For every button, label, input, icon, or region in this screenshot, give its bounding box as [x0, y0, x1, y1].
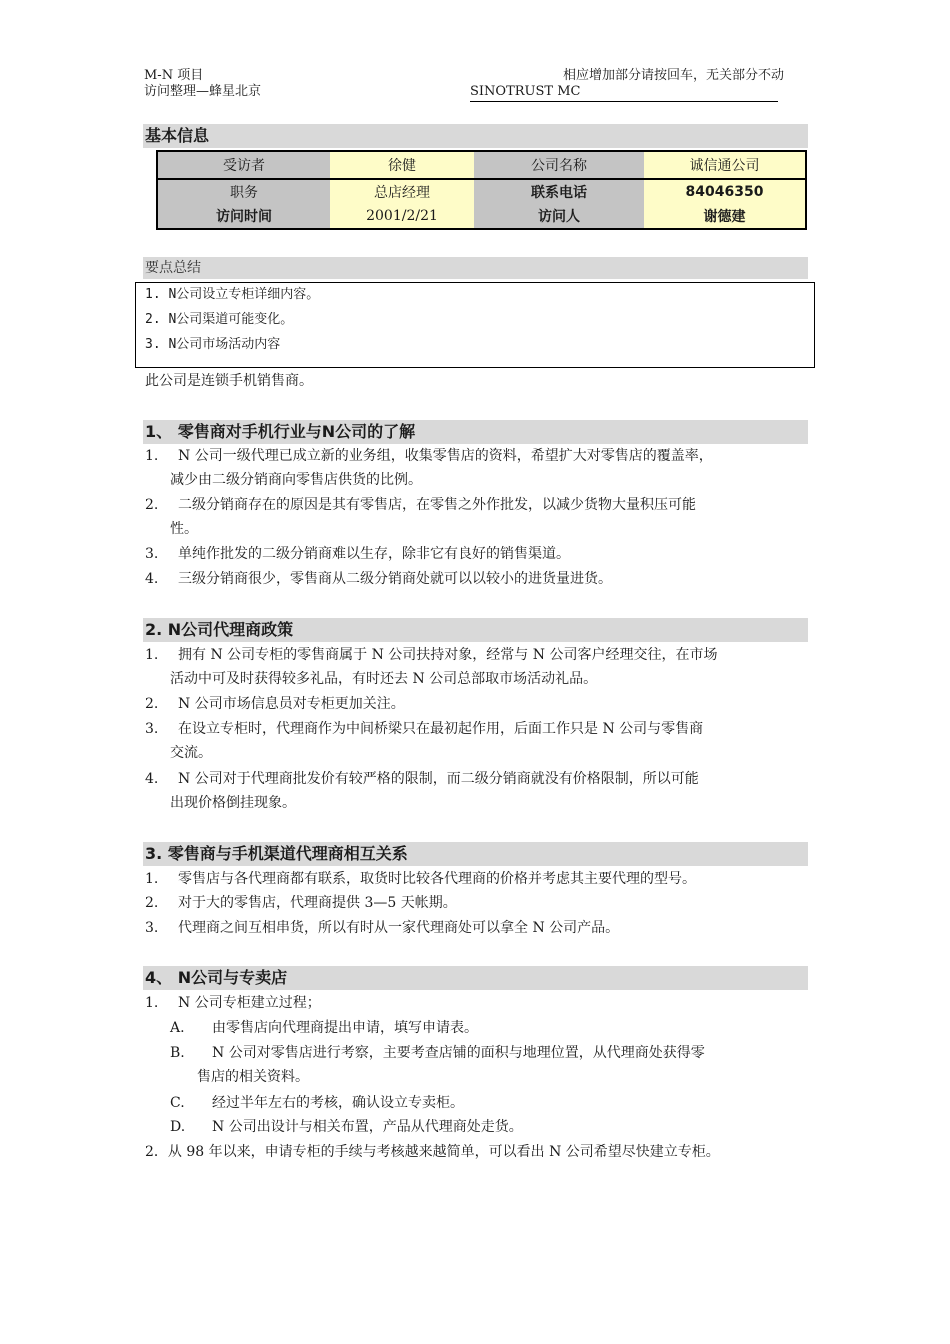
item-number: 1. [145, 448, 159, 464]
info-label-phone: 联系电话 [474, 179, 644, 204]
item-number: 2. [145, 696, 159, 712]
item-text: 二级分销商存在的原因是其有零售店，在零售之外作批发，以减少货物大量积压可能 [178, 497, 696, 513]
subitem-text: 经过半年左右的考核，确认设立专卖柜。 [212, 1095, 464, 1111]
info-value-interviewee: 徐健 [330, 151, 474, 179]
item-text: 活动中可及时获得较多礼品，有时还去 N 公司总部取市场活动礼品。 [170, 671, 598, 687]
info-label-visit-time: 访问时间 [157, 204, 330, 229]
subitem-letter: B. [170, 1045, 185, 1061]
item-number: 3. [145, 546, 159, 562]
subitem-letter: C. [170, 1095, 185, 1111]
item-text: 对于大的零售店，代理商提供 3—5 天帐期。 [178, 895, 457, 911]
subitem-text: N 公司出设计与相关布置，产品从代理商处走货。 [212, 1119, 523, 1135]
basic-info-table [156, 150, 807, 230]
item-text: 单纯作批发的二级分销商难以生存，除非它有良好的销售渠道。 [178, 546, 570, 562]
basic-info-heading: 基本信息 [143, 124, 808, 148]
item-text: N 公司市场信息员对专柜更加关注。 [178, 696, 405, 712]
info-value-company: 诚信通公司 [644, 151, 806, 179]
item-number: 4. [145, 571, 159, 587]
item-text: 交流。 [170, 745, 212, 761]
info-row [157, 204, 806, 229]
item-number: 4. [145, 771, 159, 787]
item-text: 性。 [170, 521, 198, 537]
subitem-letter: D. [170, 1119, 186, 1135]
info-label-interviewee: 受访者 [157, 151, 330, 179]
item-text: 三级分销商很少，零售商从二级分销商处就可以以较小的进货量进货。 [178, 571, 612, 587]
item-text: 出现价格倒挂现象。 [170, 795, 296, 811]
section-2-heading: 2. N公司代理商政策 [143, 618, 808, 642]
header-rule [470, 101, 778, 102]
info-row [157, 179, 806, 204]
header-project: M-N 项目 [144, 68, 204, 83]
item-text: N 公司专柜建立过程； [178, 995, 321, 1011]
item-text: 在设立专柜时，代理商作为中间桥梁只在最初起作用，后面工作只是 N 公司与零售商 [178, 721, 704, 737]
item-number: 1. [145, 647, 159, 663]
info-value-visit-time: 2001/2/21 [330, 204, 474, 229]
header-note: 相应增加部分请按回车，无关部分不动 [563, 68, 785, 83]
item-text: N 公司一级代理已成立新的业务组，收集零售店的资料，希望扩大对零售店的覆盖率， [178, 448, 713, 464]
summary-heading: 要点总结 [143, 257, 808, 279]
section-4-heading: 4、 N公司与专卖店 [143, 966, 808, 990]
info-label-position: 职务 [157, 179, 330, 204]
info-value-phone: 84046350 [644, 179, 806, 204]
section-1-heading: 1、 零售商对手机行业与N公司的了解 [143, 420, 808, 444]
item-text: 2．从 98 年以来，申请专柜的手续与考核越来越简单，可以看出 N 公司希望尽快建立专柜。 [145, 1144, 720, 1160]
item-number: 1. [145, 995, 159, 1011]
item-text: 拥有 N 公司专柜的零售商属于 N 公司扶持对象，经常与 N 公司客户经理交往，在市场 [178, 647, 718, 663]
subitem-text: 由零售店向代理商提出申请，填写申请表。 [212, 1020, 478, 1036]
summary-item: 1. N公司设立专柜详细内容。 [145, 287, 320, 302]
item-number: 2. [145, 895, 159, 911]
item-number: 1. [145, 871, 159, 887]
info-label-company: 公司名称 [474, 151, 644, 179]
item-text: N 公司对于代理商批发价有较严格的限制，而二级分销商就没有价格限制，所以可能 [178, 771, 699, 787]
info-label-visitor: 访问人 [474, 204, 644, 229]
summary-item: 3. N公司市场活动内容 [145, 337, 281, 352]
item-text: 零售店与各代理商都有联系，取货时比较各代理商的价格并考虑其主要代理的型号。 [178, 871, 696, 887]
summary-note: 此公司是连锁手机销售商。 [145, 373, 313, 389]
item-number: 3. [145, 721, 159, 737]
info-row [157, 151, 806, 179]
section-3-heading: 3. 零售商与手机渠道代理商相互关系 [143, 842, 808, 866]
summary-item: 2. N公司渠道可能变化。 [145, 312, 294, 327]
info-value-position: 总店经理 [330, 179, 474, 204]
info-value-visitor: 谢德建 [644, 204, 806, 229]
header-company: SINOTRUST MC [470, 84, 581, 99]
header-subtitle: 访问整理—蜂星北京 [144, 84, 262, 99]
item-number: 2. [145, 497, 159, 513]
item-number: 3. [145, 920, 159, 936]
subitem-text: N 公司对零售店进行考察，主要考查店铺的面积与地理位置，从代理商处获得零 [212, 1045, 705, 1061]
item-text: 减少由二级分销商向零售店供货的比例。 [170, 472, 422, 488]
item-text: 代理商之间互相串货，所以有时从一家代理商处可以拿全 N 公司产品。 [178, 920, 620, 936]
subitem-letter: A. [170, 1020, 185, 1036]
subitem-text: 售店的相关资料。 [197, 1069, 309, 1085]
